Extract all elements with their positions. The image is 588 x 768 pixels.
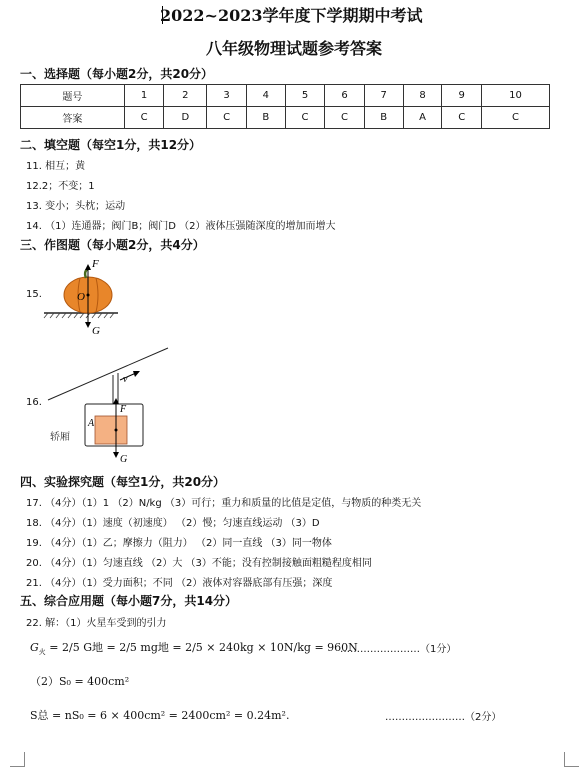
- cable-car-diagram: [40, 342, 180, 467]
- answer-line: 20. （4分）（1）匀速直线 （2）大 （3）不能；没有控制接触面粗糙程度相同: [26, 558, 372, 569]
- formula-symbol: G: [30, 641, 39, 654]
- table-cell: 1: [124, 85, 163, 107]
- table-cell: C: [442, 107, 481, 129]
- section-experiment-heading: 四、实验探究题（每空1分，共20分）: [20, 475, 226, 489]
- table-cell: A: [403, 107, 442, 129]
- table-cell: 2: [164, 85, 207, 107]
- question-number: 16.: [26, 397, 42, 408]
- force-label-g: G: [92, 325, 100, 336]
- answer-line: 14. （1）连通器；阀门B；阀门D （2）液体压强随深度的增加而增大: [26, 221, 336, 232]
- table-cell: 7: [364, 85, 403, 107]
- answer-line: 18. （4分）（1）速度（初速度） （2）慢；匀速直线运动 （3）D: [26, 518, 320, 529]
- table-cell: 4: [246, 85, 285, 107]
- table-cell: D: [164, 107, 207, 129]
- formula-subscript: 火: [38, 648, 46, 657]
- section-choice-heading: 一、选择题（每小题2分，共20分）: [20, 67, 214, 81]
- velocity-label-v: v: [123, 374, 128, 385]
- table-cell: C: [285, 107, 324, 129]
- section-drawing-heading: 三、作图题（每小题2分，共4分）: [20, 238, 205, 252]
- formula-area-total: S总 = nS₀ = 6 × 400cm² = 2400cm² = 0.24m².: [30, 709, 290, 722]
- section-comprehensive-heading: 五、综合应用题（每小题7分，共14分）: [20, 594, 238, 608]
- table-cell: B: [364, 107, 403, 129]
- force-label-f: F: [92, 258, 99, 270]
- document-subtitle: 八年级物理试题参考答案: [205, 39, 382, 58]
- score-note: ……………………（1分）: [340, 644, 457, 655]
- page-corner-mark: [564, 752, 579, 767]
- answer-line: 17. （4分）（1）1 （2）N/kg （3）可行；重力和质量的比值是定值，与物质的种类无关: [26, 498, 422, 509]
- question-number: 15.: [26, 289, 42, 300]
- cabin-label: 轿厢: [50, 432, 70, 443]
- answer-line: 13. 变小；头枕；运动: [26, 201, 126, 212]
- page-corner-mark: [10, 752, 25, 767]
- formula-body: = 2/5 G地 = 2/5 mg地 = 2/5 × 240kg × 10N/kg = 960N: [45, 641, 358, 654]
- table-header-cell: 答案: [21, 107, 125, 129]
- table-header-cell: 题号: [21, 85, 125, 107]
- table-cell: C: [124, 107, 163, 129]
- object-label-a: A: [88, 418, 95, 429]
- table-cell: B: [246, 107, 285, 129]
- pumpkin-force-diagram: [40, 256, 130, 336]
- table-cell: 3: [207, 85, 246, 107]
- table-cell: C: [481, 107, 549, 129]
- table-row: [21, 85, 550, 107]
- answer-table: [20, 84, 550, 129]
- score-note: ……………………（2分）: [385, 712, 502, 723]
- table-cell: 8: [403, 85, 442, 107]
- answer-line: 22. 解：（1）火星车受到的引力: [26, 618, 167, 629]
- formula-gravity: [30, 639, 358, 657]
- table-cell: 6: [325, 85, 364, 107]
- table-cell: C: [207, 107, 246, 129]
- section-fill-heading: 二、填空题（每空1分，共12分）: [20, 138, 202, 152]
- answer-line: 21. （4分）（1）受力面积；不同 （2）液体对容器底部有压强；深度: [26, 578, 333, 589]
- table-row: [21, 107, 550, 129]
- document-title: 2022~2023学年度下学期期中考试: [160, 6, 423, 25]
- force-label-f: F: [120, 404, 127, 415]
- force-label-g: G: [120, 454, 128, 465]
- point-label-o: O: [77, 291, 85, 303]
- answer-line: 19. （4分）（1）乙；摩擦力（阻力） （2）同一直线 （3）同一物体: [26, 538, 332, 549]
- answer-line: 11. 相互；黄: [26, 161, 86, 172]
- table-cell: C: [325, 107, 364, 129]
- table-cell: 5: [285, 85, 324, 107]
- formula-area-single: （2）S₀ = 400cm²: [30, 675, 130, 688]
- table-cell: 9: [442, 85, 481, 107]
- table-cell: 10: [481, 85, 549, 107]
- answer-line: 12.2；不变；1: [26, 181, 95, 192]
